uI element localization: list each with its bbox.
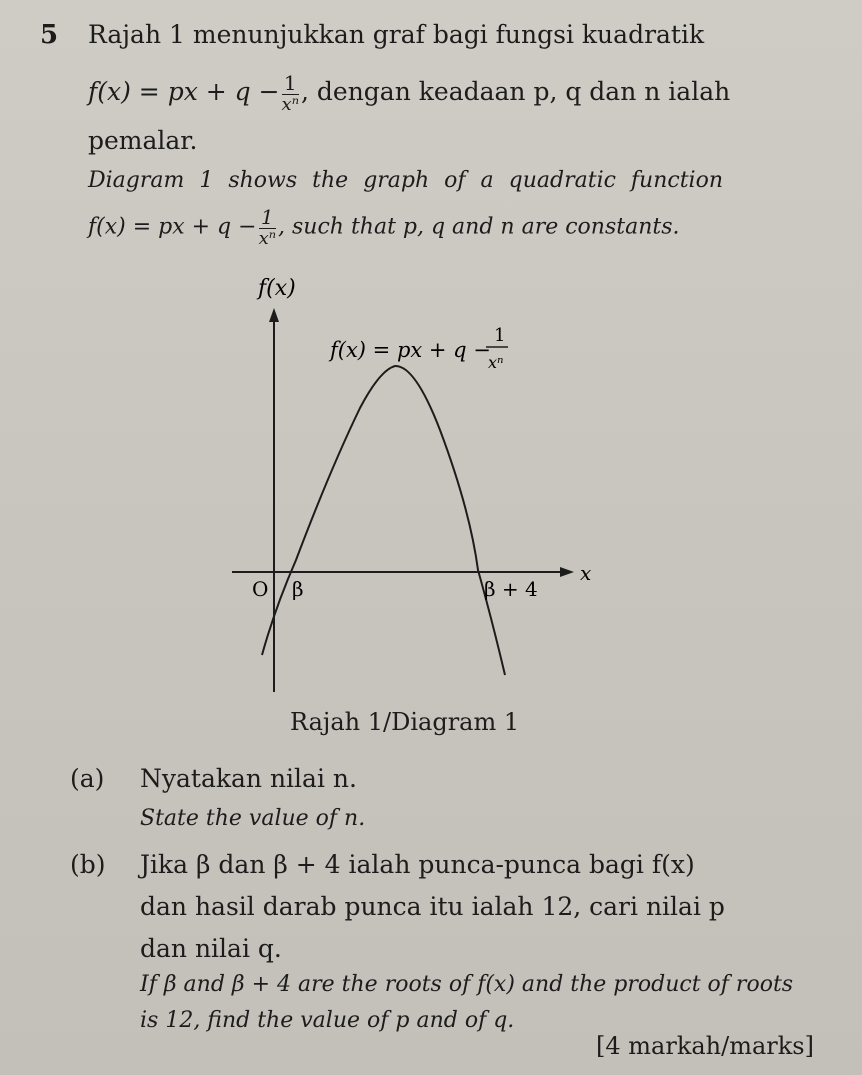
part-a-label: (a) <box>70 764 105 793</box>
part-b-malay-1: Jika β dan β + 4 ialah punca-punca bagi f(x) <box>140 850 695 879</box>
part-b-malay-3: dan nilai q. <box>140 934 282 963</box>
question-number: 5 <box>40 20 59 50</box>
curve-label-numerator: 1 <box>494 325 506 346</box>
malay-intro-line-2: pemalar. <box>88 126 198 155</box>
english-intro-line-1: Diagram 1 shows the graph of a quadratic function <box>88 168 724 193</box>
english-formula-prefix: f(x) = px + q − <box>88 214 257 240</box>
curve-label: f(x) = px + q − <box>330 338 491 362</box>
fraction-numerator: 1 <box>282 72 299 95</box>
malay-intro-line-1: Rajah 1 menunjukkan graf bagi fungsi kuadratik <box>88 20 705 49</box>
diagram-caption: Rajah 1/Diagram 1 <box>290 708 520 736</box>
marks-allocation: [4 markah/marks] <box>596 1032 814 1060</box>
root1-label: β <box>292 577 304 601</box>
english-formula-suffix: , such that p, q and n are constants. <box>278 214 680 240</box>
parabola-curve <box>262 366 505 675</box>
y-axis-arrow <box>269 308 279 322</box>
part-a-malay: Nyatakan nilai n. <box>140 764 357 793</box>
fraction-numerator: 1 <box>259 206 276 229</box>
origin-label: O <box>252 577 269 601</box>
part-b-english-1: If β and β + 4 are the roots of f(x) and the product of roots <box>140 972 794 997</box>
x-axis-label: x <box>580 561 592 585</box>
malay-formula-suffix: , dengan keadaan p, q dan n ialah <box>301 76 731 106</box>
malay-formula-prefix: f(x) = px + q − <box>88 76 280 106</box>
fraction-denominator: xⁿ <box>281 94 299 115</box>
part-b-label: (b) <box>70 850 106 879</box>
y-axis-label: f(x) <box>258 276 296 301</box>
curve-label-denominator: xⁿ <box>488 353 504 372</box>
part-b-malay-2: dan hasil darab punca itu ialah 12, cari nilai p <box>140 892 725 921</box>
x-axis-arrow <box>560 567 574 577</box>
part-a-english: State the value of n. <box>140 806 366 831</box>
part-b-english-2: is 12, find the value of p and of q. <box>140 1008 515 1033</box>
root2-label: β + 4 <box>484 577 538 601</box>
fraction-denominator: xⁿ <box>258 228 277 249</box>
